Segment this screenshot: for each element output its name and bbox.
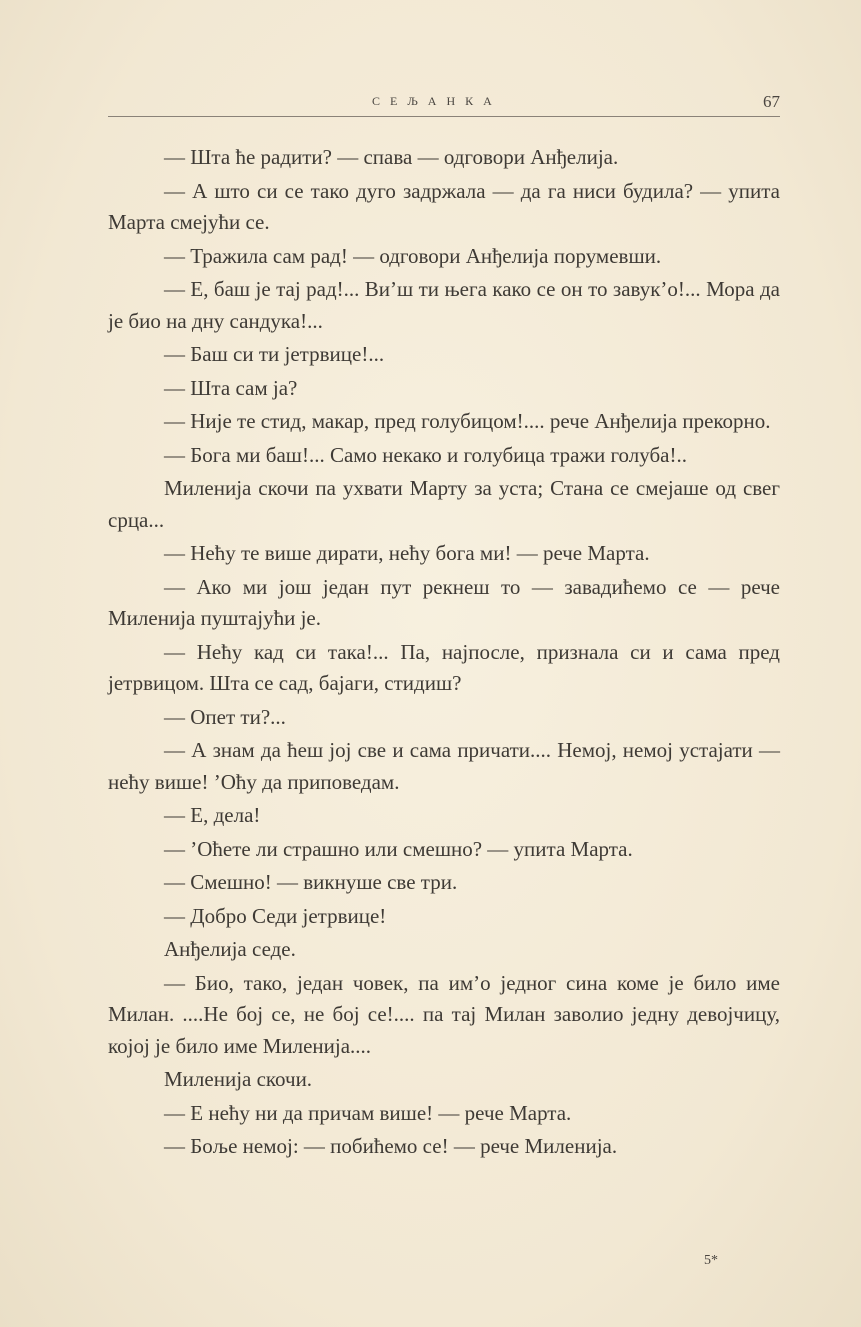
paragraph: — Е нећу ни да причам више! — рече Марта. bbox=[164, 1100, 572, 1125]
body-text bbox=[108, 142, 780, 1165]
paragraph: — Добро Седи јетрвице! bbox=[164, 903, 387, 928]
paragraph: — Нећу те више дирати, нећу бога ми! — рече Марта. bbox=[164, 541, 650, 565]
paragraph: — ’Оћете ли страшно или смешно? — упита Марта. bbox=[164, 836, 633, 861]
page-number: 67 bbox=[763, 92, 780, 111]
paragraph: — Е, дела! bbox=[164, 803, 261, 827]
signature-mark: 5* bbox=[704, 1253, 718, 1268]
paragraph: — Шта сам ја? bbox=[164, 375, 298, 400]
paragraph: — Био, тако, један човек, па им’о једног сина коме је било име Милан. ....Не бој се, не бој се!.... па тај Милан заволио једну девојчицу, којој је било име Миленија.... bbox=[108, 970, 780, 1058]
paragraph: — А што си се тако дуго задржала — да га ниси будила? — упита Марта смејући се. bbox=[108, 178, 780, 234]
paragraph: — Бога ми баш!... Само некако и голубица тражи голуба!.. bbox=[164, 442, 687, 467]
paragraph: Миленија скочи. bbox=[164, 1067, 313, 1091]
paragraph: — Смешно! — викнуше све три. bbox=[164, 870, 458, 894]
paragraph: — Опет ти?... bbox=[164, 704, 286, 729]
paragraph: — Тражила сам рад! — одговори Анђелија порумевши. bbox=[164, 243, 662, 268]
paragraph: — А знам да ћеш јој све и сама причати.... Немој, немој устајати — нећу више! ’Оћу да приповедам. bbox=[108, 738, 780, 794]
paragraph: — Е, баш је тај рад!... Ви’ш ти њега како се он то завук’о!... Мора да је био на дну сандука!... bbox=[108, 277, 780, 333]
paragraph: — Боље немој: — побићемо се! — рече Миленија. bbox=[164, 1134, 618, 1158]
running-head bbox=[108, 92, 780, 116]
paragraph: Миленија скочи па ухвати Марту за уста; Стана се смејаше од свег срца... bbox=[108, 476, 780, 532]
paragraph: — Нећу кад си така!... Па, најпосле, признала си и сама пред јетрвицом. Шта се сад, бајаги, стидиш? bbox=[108, 639, 780, 695]
paragraph: — Шта ће радити? — спава — одговори Анђелија. bbox=[164, 145, 619, 169]
paragraph: — Баш си ти јетрвице!... bbox=[164, 342, 385, 366]
paragraph: — Није те стид, макар, пред голубицом!.... рече Анђелија прекорно. bbox=[164, 409, 771, 433]
running-title: СЕЉАНКА bbox=[372, 94, 502, 108]
paragraph: — Ако ми још један пут рекнеш то — завадићемо се — рече Миленија пуштајући је. bbox=[108, 574, 780, 630]
header-rule bbox=[108, 116, 780, 117]
paragraph: Анђелија седе. bbox=[164, 937, 296, 961]
